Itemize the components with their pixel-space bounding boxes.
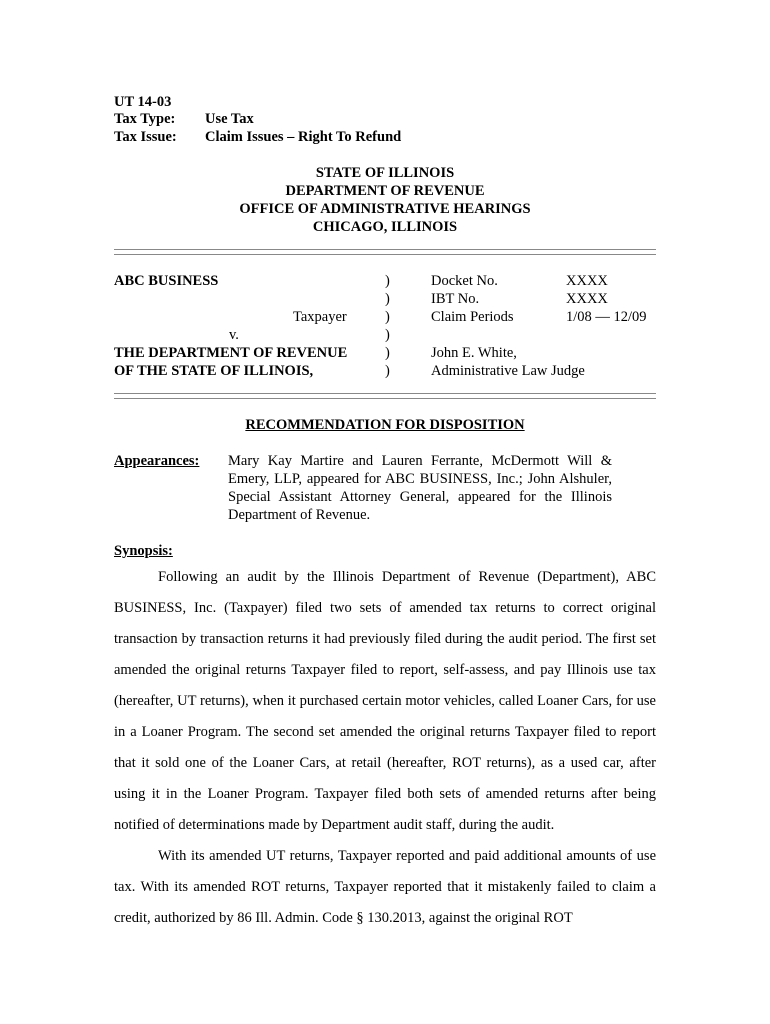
agency-office: OFFICE OF ADMINISTRATIVE HEARINGS bbox=[239, 201, 531, 217]
caption-party1-role: Taxpayer bbox=[293, 309, 347, 325]
synopsis-label: Synopsis: bbox=[114, 543, 173, 559]
divider-top bbox=[114, 249, 656, 255]
judge-name: John E. White, bbox=[431, 345, 517, 361]
caption-versus: v. bbox=[229, 327, 239, 343]
tax-type-value: Use Tax bbox=[205, 111, 254, 127]
agency-city: CHICAGO, ILLINOIS bbox=[312, 219, 458, 235]
caption-paren: ) bbox=[385, 327, 390, 343]
synopsis-paragraph-1: Following an audit by the Illinois Department of Revenue (Department), ABC BUSINESS, Inc. (Taxpayer) filed two sets of amended tax returns to correct original transaction by transaction returns it had previously filed during the audit period. The first set amended the original returns Taxpayer filed to report, self-assess, and pay Illinois use tax (hereafter, UT returns), when it purchased certain motor vehicles, called Loaner Cars, for use in a Loaner Program. The second set amended the original returns Taxpayer filed to report that it sold one of the Loaner Cars, at retail (hereafter, ROT returns), as a used car, after using it in the Loaner Program. Taxpayer filed both sets of amended returns after being notified of determinations made by Department audit staff, during the audit. bbox=[114, 569, 656, 833]
agency-heading bbox=[114, 164, 656, 236]
docket-label: Docket No. bbox=[431, 273, 498, 289]
caption-party2-line1: THE DEPARTMENT OF REVENUE bbox=[114, 345, 348, 361]
claim-periods-value: 1/08 — 12/09 bbox=[566, 309, 647, 325]
caption-party1: ABC BUSINESS bbox=[114, 273, 219, 289]
tax-issue-label: Tax Issue: bbox=[114, 129, 177, 145]
case-number: UT 14-03 bbox=[114, 94, 172, 110]
agency-department: DEPARTMENT OF REVENUE bbox=[285, 183, 485, 199]
judge-title: Administrative Law Judge bbox=[431, 363, 585, 379]
divider-bottom bbox=[114, 393, 656, 399]
appearances-label: Appearances: bbox=[114, 453, 200, 469]
claim-periods-label: Claim Periods bbox=[431, 309, 514, 325]
caption-paren: ) bbox=[385, 345, 390, 361]
caption-paren: ) bbox=[385, 273, 390, 289]
ibt-value: XXXX bbox=[566, 291, 608, 307]
caption-party2-line2: OF THE STATE OF ILLINOIS, bbox=[114, 363, 314, 379]
agency-state: STATE OF ILLINOIS bbox=[315, 165, 455, 181]
tax-type-label: Tax Type: bbox=[114, 111, 176, 127]
tax-issue-value: Claim Issues – Right To Refund bbox=[205, 129, 402, 145]
caption-paren: ) bbox=[385, 363, 390, 379]
synopsis-paragraph-2: With its amended UT returns, Taxpayer reported and paid additional amounts of use tax. With its amended ROT returns, Taxpayer reported that it mistakenly failed to claim a credit, authorized by 86 Ill. Admin. Code § 130.2013, against the original ROT bbox=[114, 848, 656, 926]
document-title: RECOMMENDATION FOR DISPOSITION bbox=[245, 417, 525, 433]
docket-value: XXXX bbox=[566, 273, 608, 289]
caption-paren: ) bbox=[385, 291, 390, 307]
appearances-text: Mary Kay Martire and Lauren Ferrante, McDermott Will & Emery, LLP, appeared for ABC BUSINESS, Inc.; John Alshuler, Special Assistant Attorney General, appeared for the Illinois Department of Revenue. bbox=[228, 453, 612, 523]
caption-paren: ) bbox=[385, 309, 390, 325]
ibt-label: IBT No. bbox=[431, 291, 480, 307]
synopsis-body bbox=[114, 562, 656, 934]
